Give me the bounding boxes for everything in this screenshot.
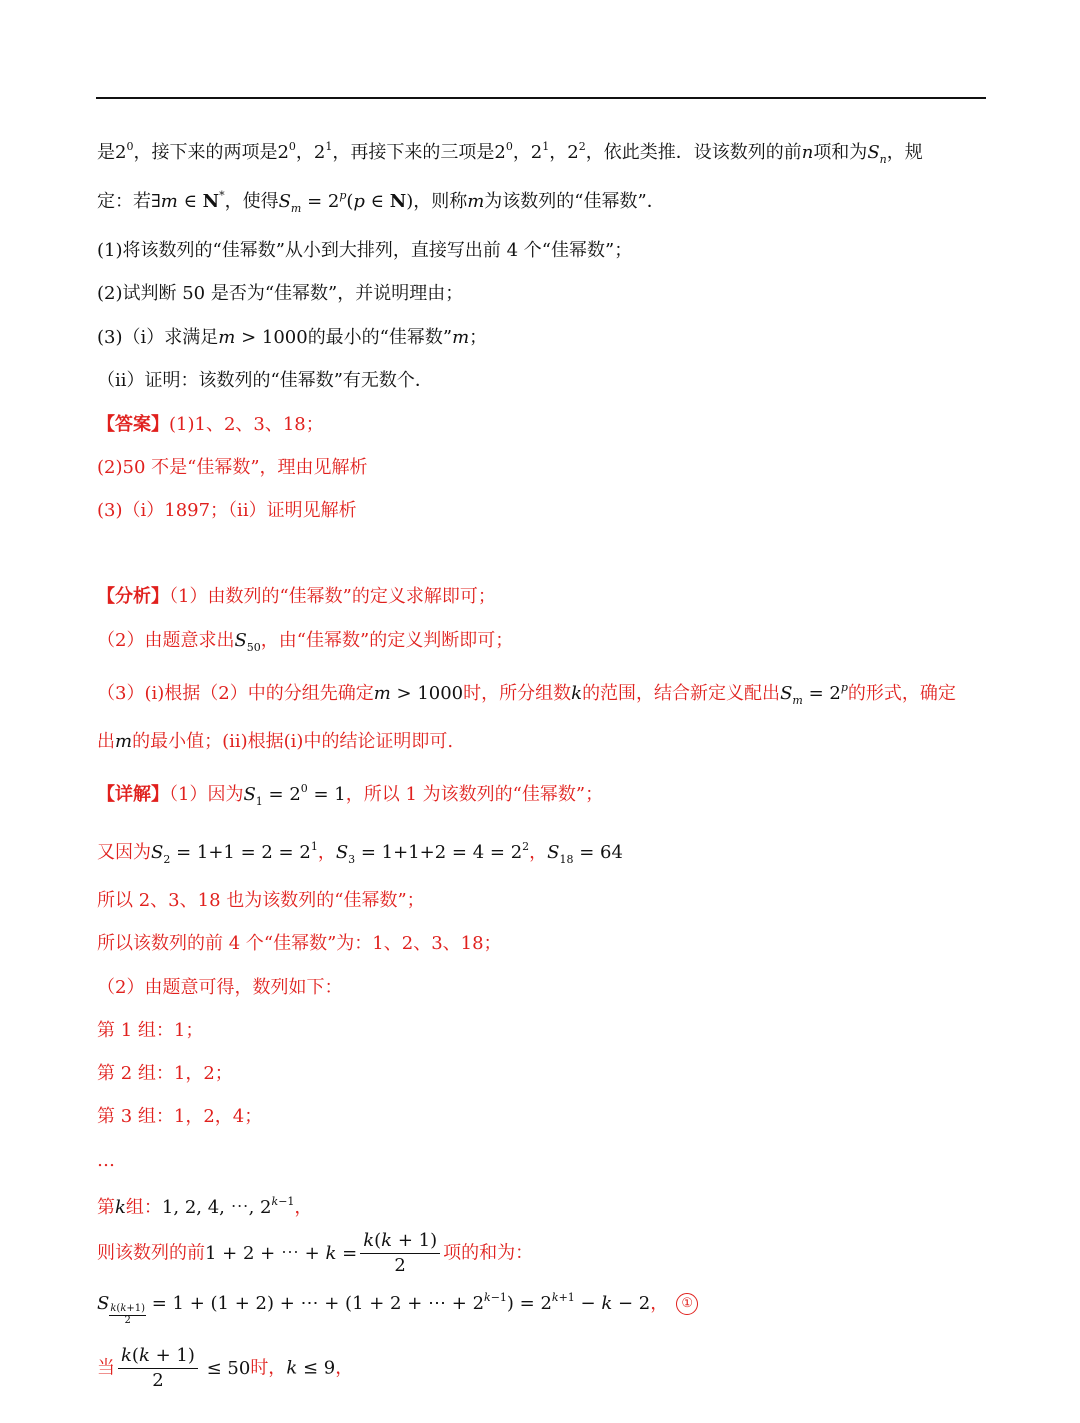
question-3-i: (3)（i）求满足m > 1000的最小的“佳幂数”m； <box>97 327 488 348</box>
header-rule <box>96 97 986 99</box>
answer-line-2: (2)50 不是“佳幂数”，理由见解析 <box>97 457 368 478</box>
analysis-line-2: （2）由题意求出$S_{50}$，由“佳幂数”的定义判断即可； <box>97 630 514 654</box>
analysis-line-3: （3）(i)根据（2）中的分组先确定m > 1000时，所分组数k的范围，结合新定义配出$S_m = 2^p$的形式，确定 <box>97 681 956 707</box>
group-k-line: 第k组：1, 2, 4, ⋯, $2^{k-1}$， <box>97 1195 313 1218</box>
detail-line-1: 【详解】（1）因为$S_1 = 2^0 = 1$，所以 1 为该数列的“佳幂数”； <box>97 782 604 808</box>
analysis-line-4: 出m的最小值；(ii)根据(i)中的结论证明即可. <box>97 731 454 752</box>
sum-count-line: 则该数列的前1 + 2 + ⋯ + k = $\frac{k(k + 1)}{2}$ 项的和为： <box>97 1230 534 1276</box>
group-1-line: 第 1 组：1； <box>97 1020 204 1041</box>
analysis-line-1: 【分析】（1）由数列的“佳幂数”的定义求解即可； <box>97 586 496 607</box>
detail-line-5: （2）由题意可得，数列如下： <box>97 977 343 998</box>
inequality-line: 当 $\frac{k(k + 1)}{2}$ ≤ 50时，k ≤ 9， <box>97 1345 354 1391</box>
answer-line-3: (3)（i）1897；（ii）证明见解析 <box>97 500 357 521</box>
question-1: (1)将该数列的“佳幂数”从小到大排列，直接写出前 4 个“佳幂数”； <box>97 240 633 261</box>
circled-one-marker: ① <box>676 1293 698 1315</box>
group-3-line: 第 3 组：1，2，4； <box>97 1106 263 1127</box>
question-2: (2)试判断 50 是否为“佳幂数”，并说明理由； <box>97 283 464 304</box>
detail-line-4: 所以该数列的前 4 个“佳幂数”为：1、2、3、18； <box>97 933 502 954</box>
answer-line-1: 【答案】(1)1、2、3、18； <box>97 414 324 435</box>
detail-tag: 【详解】 <box>97 784 169 805</box>
sum-formula-line: S $\frac{k(k+1)}{2}$ = 1 + (1 + 2) + ⋯ + (1 + 2 + ⋯ + $2^{k-1}) = 2^{k+1} - k - 2$， ① <box>97 1292 698 1326</box>
answer-tag: 【答案】 <box>97 414 169 435</box>
group-2-line: 第 2 组：1，2； <box>97 1063 233 1084</box>
ellipsis-line: … <box>97 1150 115 1171</box>
analysis-tag: 【分析】 <box>97 586 169 607</box>
detail-line-3: 所以 2、3、18 也为该数列的“佳幂数”； <box>97 890 425 911</box>
problem-line-1: 是$2^0$，接下来的两项是$2^0$，$2^1$，再接下来的三项是$2^0$，$2^1$，$2^2$，依此类推．设该数列的前n项和为$S_n$，规 <box>97 140 923 166</box>
question-3-ii: （ii）证明：该数列的“佳幂数”有无数个． <box>97 370 433 391</box>
detail-line-2: 又因为$S_2 = 1+1 = 2 = 2^1$，$S_3 = 1+1+2 = 4 = 2^2$，$S_{18} = 64$ <box>97 840 623 866</box>
problem-line-2: 定：若∃m ∈ N*，使得$S_m = 2^p(p$ ∈ N)，则称m为该数列的“佳幂数”． <box>97 189 665 215</box>
